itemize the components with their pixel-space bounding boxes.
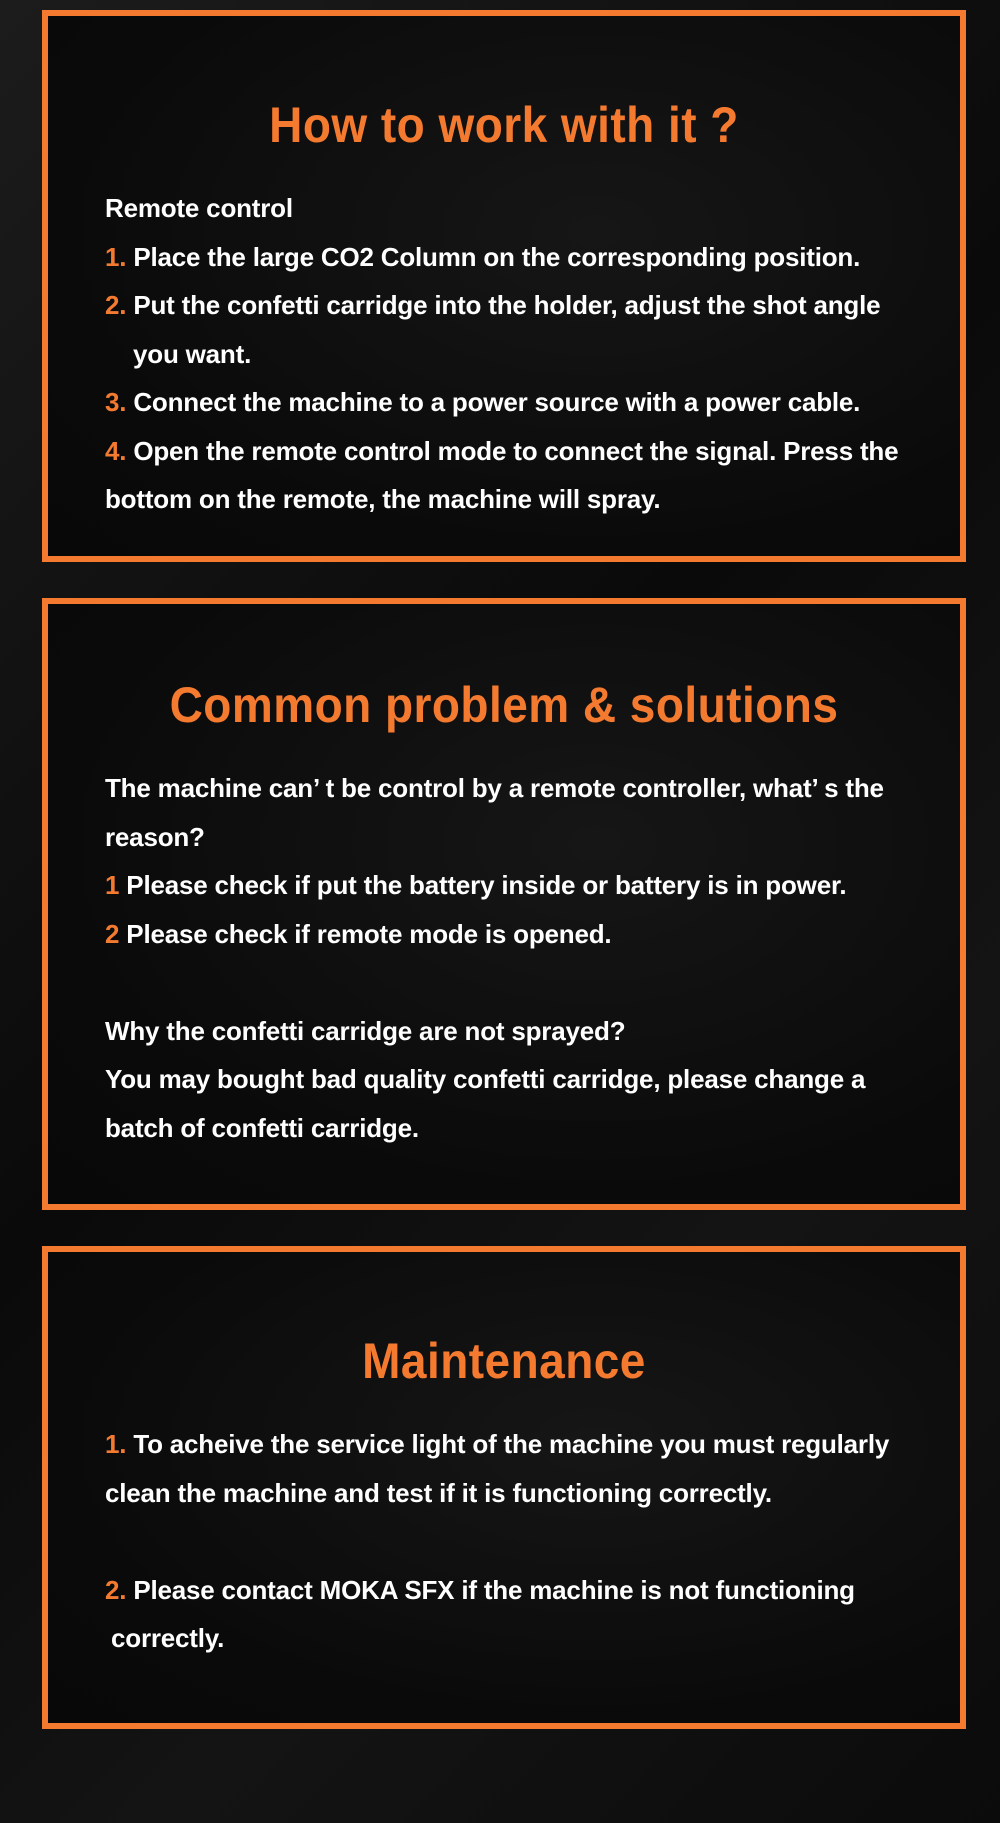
answer-2 — [105, 910, 920, 959]
maintenance-item-1-continued: clean the machine and test if it is functioning correctly. — [105, 1477, 772, 1508]
how-to-work-panel — [42, 10, 966, 562]
answer-number: 1 — [105, 870, 120, 900]
answer-text: Please check if remote mode is opened. — [126, 918, 612, 949]
spacer — [105, 1517, 920, 1566]
answer-2-line-2: batch of confetti carridge. — [105, 1112, 419, 1143]
answer-2-line-1: You may bought bad quality confetti carridge, please change a — [105, 1064, 866, 1094]
item-number: 1. — [105, 1429, 127, 1459]
section-body — [105, 1420, 920, 1663]
step-2-continued: you want. — [133, 338, 252, 369]
problems-panel — [42, 598, 966, 1210]
step-number: 4. — [105, 435, 127, 466]
answer-text: Please check if put the battery inside or battery is in power. — [126, 870, 847, 900]
step-number: 1. — [105, 241, 127, 272]
step-number: 3. — [105, 387, 127, 417]
answer-1 — [105, 861, 920, 910]
step-4 — [105, 427, 920, 476]
maintenance-panel — [42, 1246, 966, 1729]
step-3 — [105, 378, 920, 427]
section-title: How to work with it ? — [269, 97, 739, 153]
step-text: Put the confetti carridge into the holder, adjust the shot angle — [133, 290, 881, 320]
step-4-continued: bottom on the remote, the machine will spray. — [105, 484, 661, 514]
step-text: Connect the machine to a power source with a power cable. — [133, 387, 861, 417]
item-text: Please contact MOKA SFX if the machine is not functioning — [133, 1574, 855, 1605]
question-1-line-1: The machine can’ t be control by a remote controller, what’ s the — [105, 773, 884, 803]
section-body — [105, 184, 920, 524]
section-title: Maintenance — [362, 1333, 646, 1389]
maintenance-item-1 — [105, 1420, 920, 1469]
question-1-line-2: reason? — [105, 821, 205, 852]
maintenance-item-2 — [105, 1566, 920, 1615]
step-1 — [105, 233, 920, 282]
item-number: 2. — [105, 1574, 127, 1605]
item-text: To acheive the service light of the machine you must regularly — [133, 1429, 890, 1459]
step-number: 2. — [105, 290, 127, 320]
answer-number: 2 — [105, 918, 120, 949]
subtitle: Remote control — [105, 193, 293, 223]
spacer — [105, 958, 920, 1007]
section-title: Common problem & solutions — [169, 677, 839, 733]
maintenance-item-2-continued: correctly. — [111, 1623, 225, 1653]
step-text: Place the large CO2 Column on the corresponding position. — [133, 241, 861, 272]
step-2 — [105, 281, 920, 330]
section-body — [105, 764, 920, 1152]
question-2: Why the confetti carridge are not sprayed? — [105, 1015, 626, 1046]
step-text: Open the remote control mode to connect the signal. Press the — [133, 435, 899, 466]
